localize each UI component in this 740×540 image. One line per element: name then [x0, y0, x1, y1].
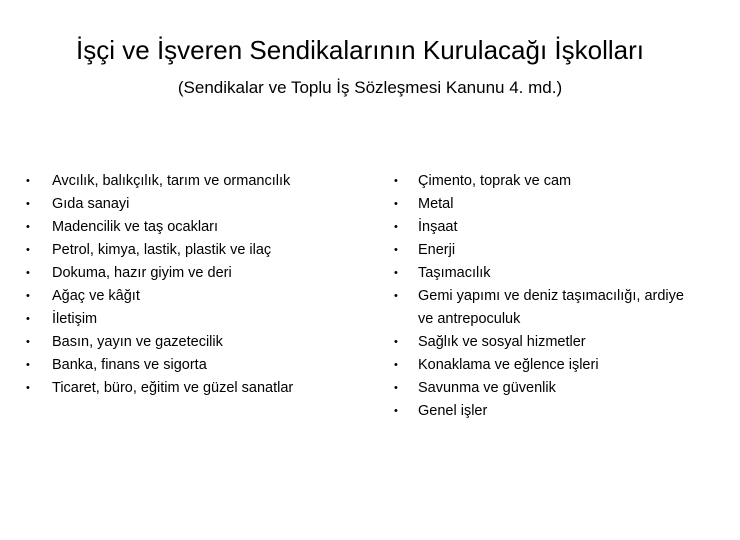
list-item [394, 239, 720, 262]
bullet-icon: • [26, 244, 30, 256]
bullet-icon: • [26, 267, 30, 279]
list-item-text: Gıda sanayi [52, 196, 130, 212]
list-item [26, 193, 293, 216]
bullet-icon: • [394, 359, 398, 371]
list-item-text: Petrol, kimya, lastik, plastik ve ilaç [52, 242, 272, 258]
list-item [26, 308, 293, 331]
left-bullet-list [26, 170, 294, 400]
list-item-text: Dokuma, hazır giyim ve deri [52, 265, 232, 281]
list-item [394, 193, 720, 216]
list-item-text: Savunma ve güvenlik [418, 380, 556, 396]
list-item-text: Metal [418, 196, 454, 212]
list-item [26, 377, 294, 400]
list-item [394, 285, 720, 331]
bullet-icon: • [394, 175, 398, 187]
list-item-text: Genel işler [418, 403, 488, 419]
right-bullet-list [394, 170, 720, 423]
list-item-text: Enerji [418, 242, 456, 258]
list-item [394, 377, 720, 400]
bullet-icon: • [26, 313, 30, 325]
list-item [26, 170, 293, 193]
slide-subtitle: (Sendikalar ve Toplu İş Sözleşmesi Kanunu 4. md.) [177, 78, 563, 97]
list-item-text: Gemi yapımı ve deniz taşımacılığı, ardiye [418, 288, 684, 304]
bullet-icon: • [26, 175, 30, 187]
list-item [394, 170, 720, 193]
list-item [394, 331, 720, 354]
bullet-icon: • [26, 382, 30, 394]
bullet-icon: • [394, 244, 398, 256]
bullet-icon: • [26, 336, 30, 348]
bullet-icon: • [394, 267, 398, 279]
bullet-icon: • [394, 336, 398, 348]
list-item-text: İletişim [52, 311, 98, 327]
bullet-icon: • [394, 290, 398, 302]
list-item-text: Madencilik ve taş ocakları [52, 219, 219, 235]
bullet-icon: • [26, 359, 30, 371]
list-item [394, 216, 720, 239]
bullet-icon: • [26, 221, 30, 233]
list-item-text: Basın, yayın ve gazetecilik [52, 334, 223, 350]
bullet-icon: • [394, 198, 398, 210]
list-item [394, 354, 720, 377]
list-item-text: Konaklama ve eğlence işleri [418, 357, 599, 373]
slide-title: İşçi ve İşveren Sendikalarının Kurulacağı İşkolları [76, 35, 644, 65]
list-item-text-continuation: ve antrepoculuk [418, 311, 521, 327]
list-item-text: Çimento, toprak ve cam [418, 173, 572, 189]
list-item [394, 400, 720, 423]
list-item [26, 285, 293, 308]
bullet-icon: • [394, 382, 398, 394]
bullet-icon: • [26, 198, 30, 210]
list-item [26, 262, 293, 285]
list-item-text: Taşımacılık [418, 265, 491, 281]
list-item [26, 331, 293, 354]
list-item-text: Avcılık, balıkçılık, tarım ve ormancılık [52, 173, 291, 189]
list-item-text: Sağlık ve sosyal hizmetler [418, 334, 586, 350]
list-item-text: Banka, finans ve sigorta [52, 357, 207, 373]
list-item-text: Ağaç ve kâğıt [52, 288, 140, 304]
list-item [394, 262, 720, 285]
list-item [26, 239, 293, 262]
list-item [26, 216, 293, 239]
bullet-icon: • [394, 221, 398, 233]
list-item-text: Ticaret, büro, eğitim ve güzel sanatlar [52, 380, 294, 396]
bullet-icon: • [26, 290, 30, 302]
bullet-icon: • [394, 405, 398, 417]
list-item [26, 354, 293, 377]
list-item-text: İnşaat [418, 219, 458, 235]
